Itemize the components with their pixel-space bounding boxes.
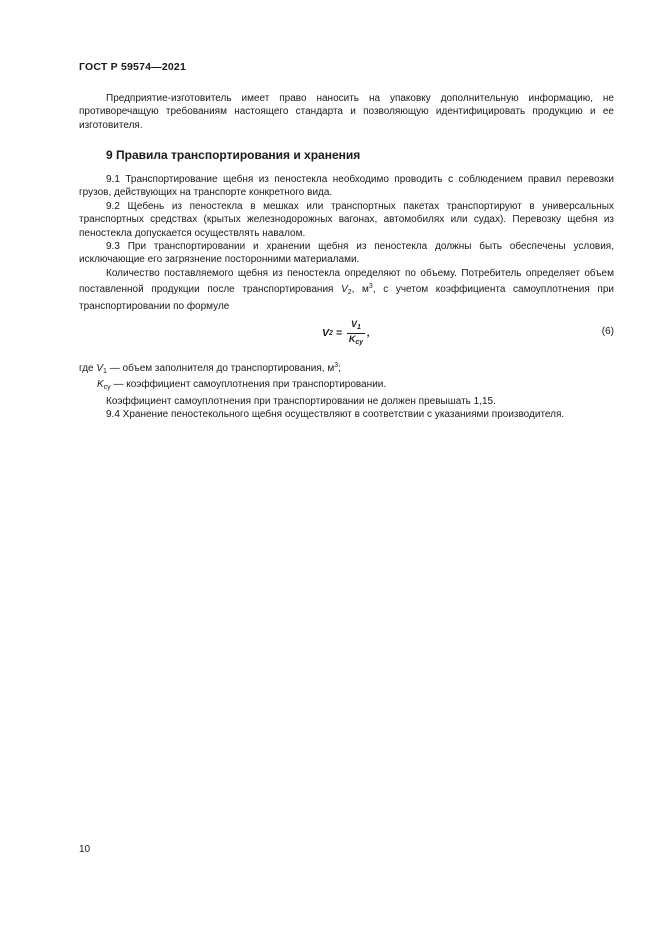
- definition-v1: где $V_1$ — объем заполнителя до транспортирования, $м^3$;: [79, 362, 341, 375]
- intro-block: [79, 92, 614, 132]
- paragraph-note: Коэффициент самоуплотнения при транспортировании не должен превышать 1,15.: [106, 395, 496, 407]
- paragraph-9-3: 9.3 При транспортировании и хранении щебня из пеностекла должны быть обеспечены условия, исключающие его загрязнение посторонними материалами.: [79, 241, 614, 266]
- paragraph-9-2: 9.2 Щебень из пеностекла в мешках или транспортных пакетах транспортируют в универсальных транспортных средствах (крытых железнодорожных вагонах, автомобилях или судах). Перевозку щебня из пеностекла допускается осуществлять навалом.: [79, 200, 614, 239]
- definition-k: $K_{су}$ — коэффициент самоуплотнения при транспортировании.: [97, 379, 387, 392]
- formula-row: [79, 318, 614, 348]
- standard-header: ГОСТ Р 59574—2021: [79, 61, 187, 73]
- definitions-block: [79, 359, 614, 422]
- paragraph-9-4: 9.4 Хранение пеностекольного щебня осуществляют в соответствии с указаниями производителя.: [106, 409, 565, 421]
- section-title: 9 Правила транспортирования и хранения: [106, 148, 361, 162]
- formula-fraction: $\frac{V_1}{K_{су}}$: [348, 318, 364, 346]
- paragraph-volume: Количество поставляемого щебня из пеностекла определяют по объему. Потребитель определяет объем поставленной продукции после транспортирования $V_2$, $м^3$, с учетом коэффициента самоуплотнения при транспортировании по формуле: [79, 267, 614, 312]
- formula-6: V 2 = $\frac{V_1}{K_{су}}$ ,: [322, 318, 371, 346]
- intro-paragraph: Предприятие-изготовитель имеет право наносить на упаковку дополнительную информацию, не противоречащую требованиям настоящего стандарта и позволяющую идентифицировать продукцию и ее изготовителя.: [79, 93, 614, 131]
- page-number: 10: [79, 844, 91, 855]
- paragraph-9-1: 9.1 Транспортирование щебня из пеностекла необходимо проводить с соблюдением правил перевозки грузов, действующих на транспорте конкретного вида.: [79, 174, 614, 199]
- section-body: [79, 173, 614, 313]
- equation-number: (6): [601, 326, 614, 337]
